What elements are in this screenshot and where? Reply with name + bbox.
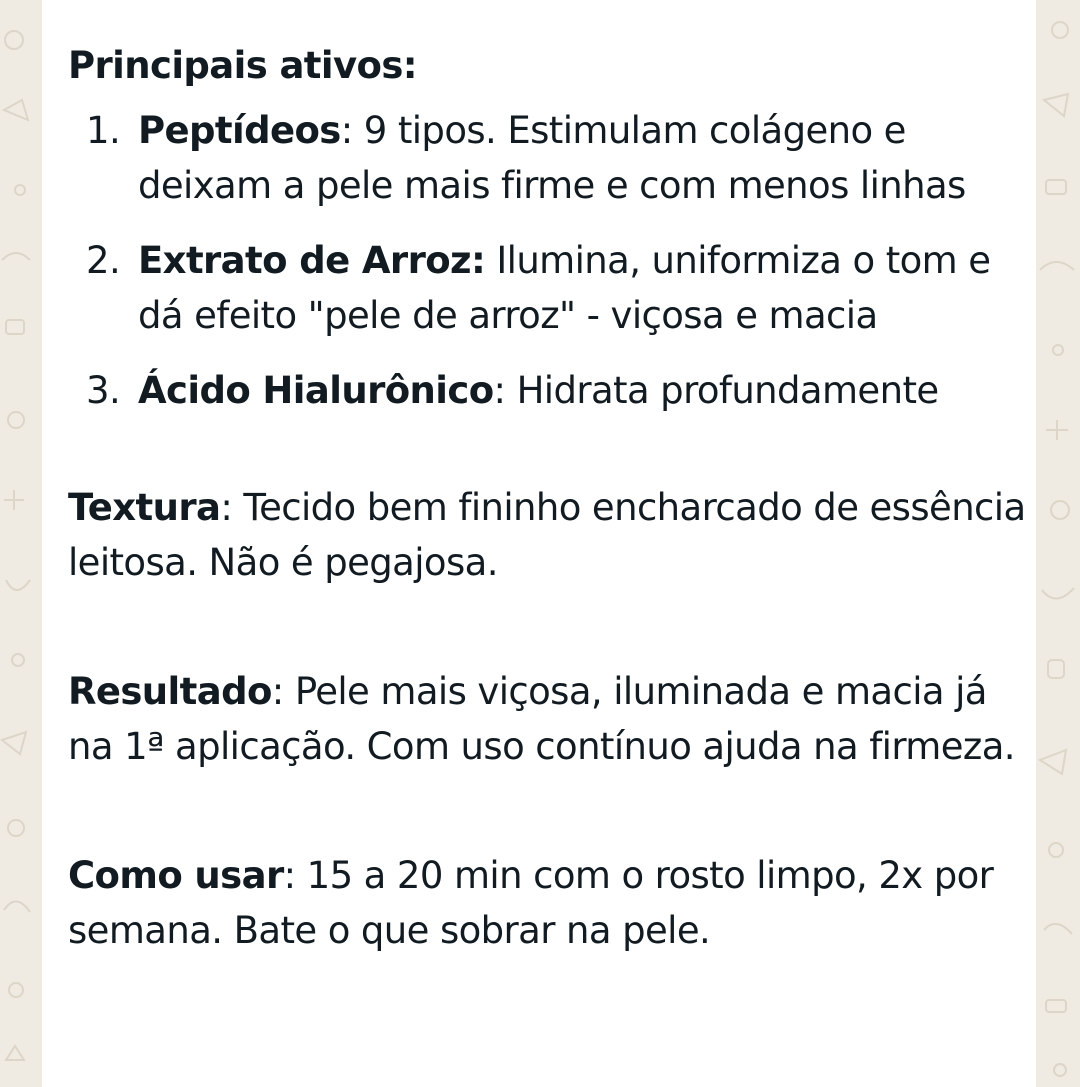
result-label: Resultado [68, 670, 272, 713]
list-item-number: 2. [86, 239, 121, 282]
actives-heading-text: Principais ativos: [68, 44, 417, 87]
active-description: 9 tipos. Estimulam colágeno e deixam a pele mais firme e com menos linhas [138, 109, 966, 207]
texture-text: : Tecido bem fininho encharcado de essência leitosa. Não é pegajosa. [68, 486, 1026, 584]
list-item [68, 233, 1028, 343]
how-to-use-label: Como usar [68, 854, 284, 897]
active-description: Hidrata profundamente [505, 369, 939, 412]
list-item [68, 363, 1028, 418]
how-to-use-text: : 15 a 20 min com o rosto limpo, 2x por semana. Bate o que sobrar na pele. [68, 854, 994, 952]
message-text [68, 38, 1028, 958]
how-to-use-paragraph [68, 848, 1028, 958]
active-description: Ilumina, uniformiza o tom e dá efeito "pele de arroz" - viçosa e macia [138, 239, 991, 337]
message-bubble[interactable] [42, 0, 1036, 1087]
active-name: Ácido Hialurônico [138, 369, 494, 412]
list-item-number: 1. [86, 109, 121, 152]
texture-paragraph [68, 480, 1028, 590]
result-text: : Pele mais viçosa, iluminada e macia já na 1ª aplicação. Com uso contínuo ajuda na firmeza. [68, 670, 1015, 768]
active-name: Extrato de Arroz: [138, 239, 486, 282]
list-item [68, 103, 1028, 213]
texture-label: Textura [68, 486, 221, 529]
active-separator: : [493, 369, 506, 412]
active-name: Peptídeos [138, 109, 341, 152]
result-paragraph [68, 664, 1028, 774]
actives-heading [68, 38, 1028, 93]
actives-list [68, 103, 1028, 418]
list-item-number: 3. [86, 369, 121, 412]
active-separator: : [340, 109, 353, 152]
